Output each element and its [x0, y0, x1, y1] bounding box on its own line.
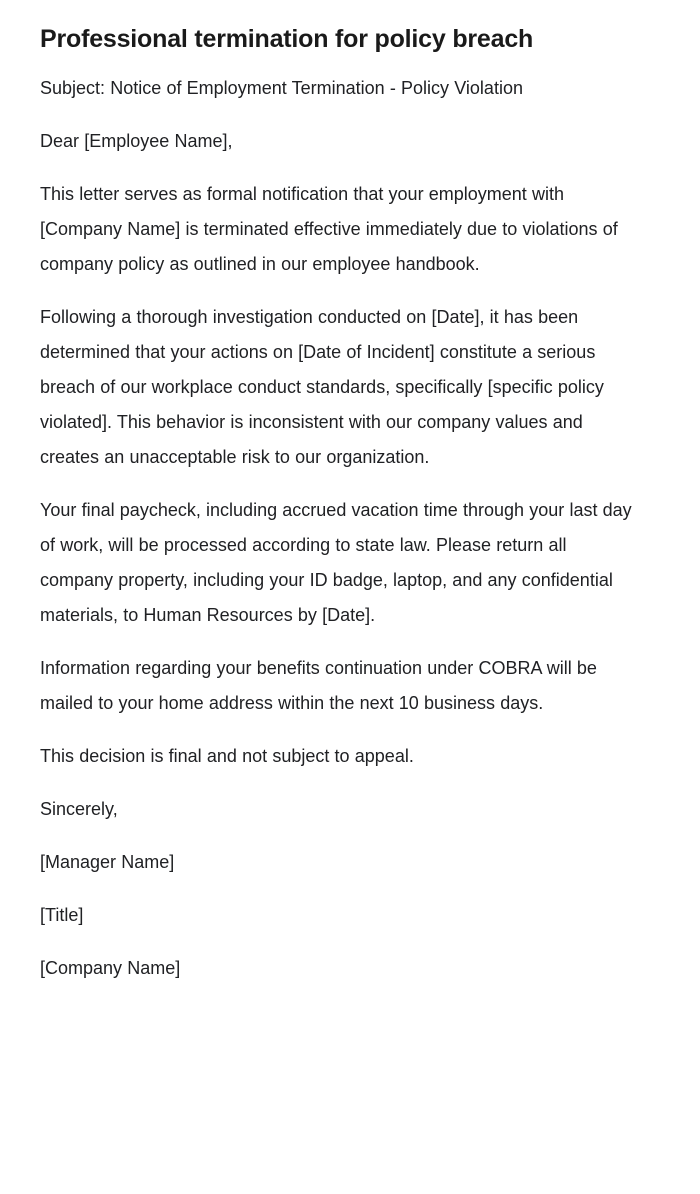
paragraph-cobra: Information regarding your benefits continuation under COBRA will be mailed to your home address within the next 10 business days.	[40, 658, 597, 713]
page-title: Professional termination for policy breach	[40, 25, 534, 53]
signature-title: [Title]	[40, 905, 84, 925]
signature-company-name: [Company Name]	[40, 958, 181, 978]
signature-manager-name: [Manager Name]	[40, 852, 175, 872]
paragraph-investigation: Following a thorough investigation conducted on [Date], it has been determined that your actions on [Date of Incident] constitute a serious breach of our workplace conduct standards, specifically [specific policy violated]. This behavior is inconsistent with our company values and creates an unacceptable risk to our organization.	[40, 307, 604, 467]
paragraph-notification: This letter serves as formal notification that your employment with [Company Name] is terminated effective immediately due to violations of company policy as outlined in our employee handbook.	[40, 184, 618, 274]
paragraph-final-decision: This decision is final and not subject to appeal.	[40, 746, 414, 766]
subject-line: Subject: Notice of Employment Termination - Policy Violation	[40, 78, 523, 98]
paragraph-final-pay: Your final paycheck, including accrued vacation time through your last day of work, will be processed according to state law. Please return all company property, including your ID badge, laptop, and any confidential materials, to Human Resources by [Date].	[40, 500, 632, 625]
closing-sincerely: Sincerely,	[40, 799, 118, 819]
letter-body	[40, 71, 660, 986]
salutation: Dear [Employee Name],	[40, 131, 233, 151]
